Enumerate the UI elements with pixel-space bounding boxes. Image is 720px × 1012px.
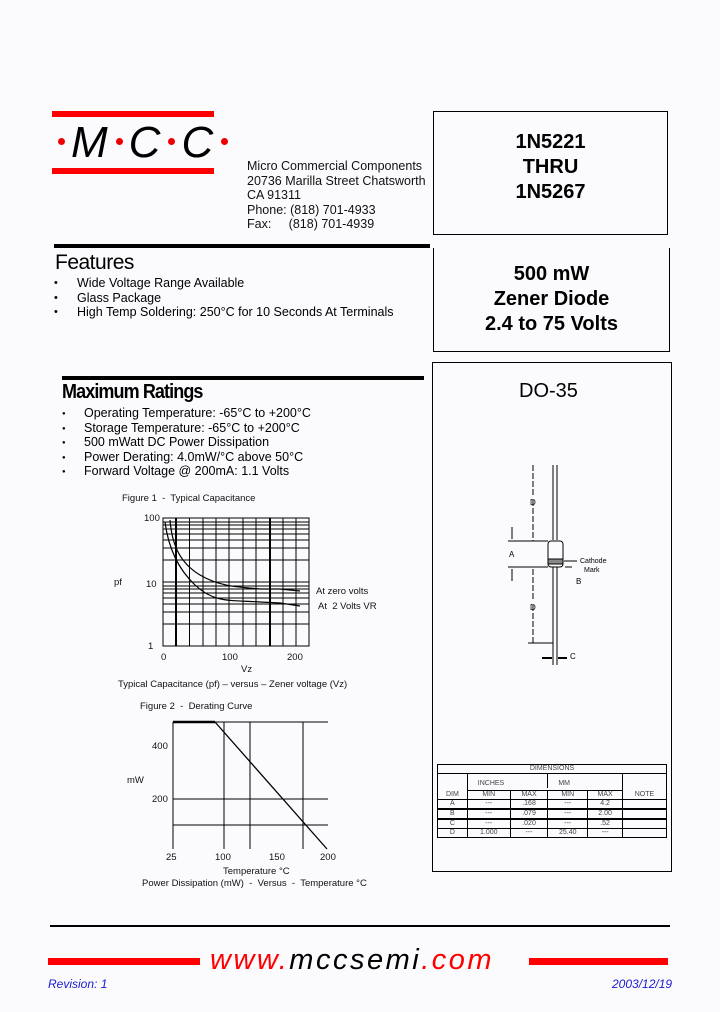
do35-outline-drawing [480, 465, 630, 670]
company-fax: Fax: (818) 701-4939 [247, 217, 375, 231]
dim-label-a: A [509, 550, 515, 559]
footer-rule [50, 925, 670, 927]
rating-item: ● Power Derating: 4.0mW/°C above 50°C [54, 450, 311, 465]
x-tick-25: 25 [166, 852, 177, 863]
company-address [247, 159, 426, 232]
y-tick-100: 100 [144, 513, 160, 524]
table-cell: --- [588, 829, 623, 838]
logo-letter: C [181, 118, 216, 167]
dims-col-header: DIM [438, 791, 468, 800]
table-cell [622, 800, 666, 810]
description-box [433, 248, 670, 352]
revision-label: Revision: 1 [48, 977, 108, 991]
logo-dot [221, 138, 228, 145]
company-street: 20736 Marilla Street Chatsworth [247, 173, 426, 188]
company-name: Micro Commercial Components [247, 159, 423, 173]
legend-2-volts: At 2 Volts VR [318, 601, 377, 612]
url-suffix: .com [421, 944, 495, 976]
x-tick-200: 200 [320, 852, 336, 863]
features-title: Features [55, 251, 134, 274]
table-cell: 1.000 [467, 829, 510, 838]
table-cell: --- [467, 809, 510, 819]
table-cell: --- [467, 800, 510, 810]
part-thru: THRU [522, 156, 579, 178]
ratings-rule [62, 376, 424, 380]
table-cell: 2.00 [588, 809, 623, 819]
dims-col-header: NOTE [622, 791, 666, 800]
x-tick-100: 100 [215, 852, 231, 863]
dim-label-d-top: D [530, 498, 536, 507]
dims-mm-header: MM [548, 774, 623, 789]
y-axis-label: pf [114, 577, 122, 588]
x-tick-100: 100 [222, 652, 238, 663]
dims-col-header: MIN [548, 791, 588, 800]
power-rating: 500 mW [513, 263, 590, 285]
y-tick-1: 1 [148, 641, 154, 652]
table-cell: .020 [510, 819, 548, 829]
logo-dot [168, 138, 175, 145]
company-phone: Phone: (818) 701-4933 [247, 202, 376, 217]
table-cell: --- [510, 829, 548, 838]
footer-right-bar [529, 958, 668, 965]
url-domain: mccsemi [289, 944, 422, 976]
table-cell: 25.40 [548, 829, 588, 838]
y-tick-200: 200 [152, 794, 168, 805]
logo-top-bar [52, 111, 214, 117]
table-cell: --- [548, 819, 588, 829]
table-row [438, 809, 667, 819]
rating-item: ● Storage Temperature: -65°C to +200°C [54, 421, 311, 436]
logo-bottom-bar [52, 168, 214, 174]
x-tick-0: 0 [161, 652, 167, 663]
ratings-list [54, 406, 311, 479]
derating-chart [170, 718, 332, 854]
dims-blank [622, 774, 666, 791]
part-number-end: 1N5267 [515, 181, 586, 203]
dims-col-header: MAX [588, 791, 623, 800]
table-cell [622, 819, 666, 829]
y-tick-400: 400 [152, 741, 168, 752]
table-cell: B [438, 809, 468, 819]
dims-title: DIMENSIONS [438, 765, 667, 774]
logo-letter: C [128, 118, 163, 167]
table-cell [622, 809, 666, 819]
table-cell: .168 [510, 800, 548, 810]
dims-col-header: MAX [510, 791, 548, 800]
figure2-caption: Power Dissipation (mW) - Versus - Temperature °C [142, 878, 367, 889]
table-cell: C [438, 819, 468, 829]
cathode-label: Cathode [580, 558, 607, 565]
dim-label-d-bottom: D [530, 603, 536, 612]
dims-col-header: MIN [467, 791, 510, 800]
logo-dot [116, 138, 123, 145]
feature-item: • Glass Package [47, 291, 394, 306]
dimensions-table [437, 764, 667, 838]
legend-zero-volts: At zero volts [316, 586, 369, 597]
features-rule [54, 244, 430, 248]
table-cell: .52 [588, 819, 623, 829]
dims-inches-header: INCHES [467, 774, 548, 789]
figure2-title: Figure 2 - Derating Curve [140, 701, 253, 712]
table-cell [622, 829, 666, 838]
website-url [210, 942, 494, 978]
table-cell: D [438, 829, 468, 838]
y-tick-10: 10 [146, 579, 157, 590]
logo-dot [58, 138, 65, 145]
feature-item: • Wide Voltage Range Available [47, 276, 394, 291]
table-cell: --- [548, 800, 588, 810]
table-row [438, 800, 667, 810]
feature-item: • High Temp Soldering: 250°C for 10 Seconds At Terminals [47, 305, 394, 320]
mcc-logo [52, 118, 234, 168]
features-list [47, 276, 394, 320]
ratings-title: Maximum Ratings [62, 381, 203, 403]
y-axis-label: mW [127, 775, 144, 786]
revision-date: 2003/12/19 [612, 977, 673, 991]
part-number-box [433, 111, 668, 235]
table-cell: 4.2 [588, 800, 623, 810]
x-axis-label: Temperature °C [223, 866, 290, 877]
x-tick-150: 150 [269, 852, 285, 863]
table-row [438, 829, 667, 838]
rating-item: ● Forward Voltage @ 200mA: 1.1 Volts [54, 464, 311, 479]
voltage-range: 2.4 to 75 Volts [484, 313, 618, 335]
footer-left-bar [48, 958, 200, 965]
figure1-title: Figure 1 - Typical Capacitance [122, 493, 256, 504]
dims-blank [438, 774, 468, 791]
figure1-caption: Typical Capacitance (pf) – versus – Zener voltage (Vz) [118, 679, 348, 690]
cathode-mark-label: Mark [584, 567, 600, 574]
part-number-start: 1N5221 [515, 131, 586, 153]
table-cell: --- [467, 819, 510, 829]
dim-label-c: C [570, 652, 576, 661]
capacitance-chart [160, 515, 312, 649]
device-type: Zener Diode [493, 288, 610, 310]
package-title: DO-35 [519, 380, 578, 402]
table-row [438, 819, 667, 829]
logo-letter: M [71, 118, 110, 167]
dim-label-b: B [576, 577, 582, 586]
table-cell: A [438, 800, 468, 810]
url-prefix: www. [210, 944, 290, 976]
x-tick-200: 200 [287, 652, 303, 663]
table-cell: --- [548, 809, 588, 819]
x-axis-label: Vz [241, 664, 253, 675]
company-city: CA 91311 [247, 188, 301, 202]
table-cell: .079 [510, 809, 548, 819]
rating-item: ● Operating Temperature: -65°C to +200°C [54, 406, 311, 421]
rating-item: ● 500 mWatt DC Power Dissipation [54, 435, 311, 450]
